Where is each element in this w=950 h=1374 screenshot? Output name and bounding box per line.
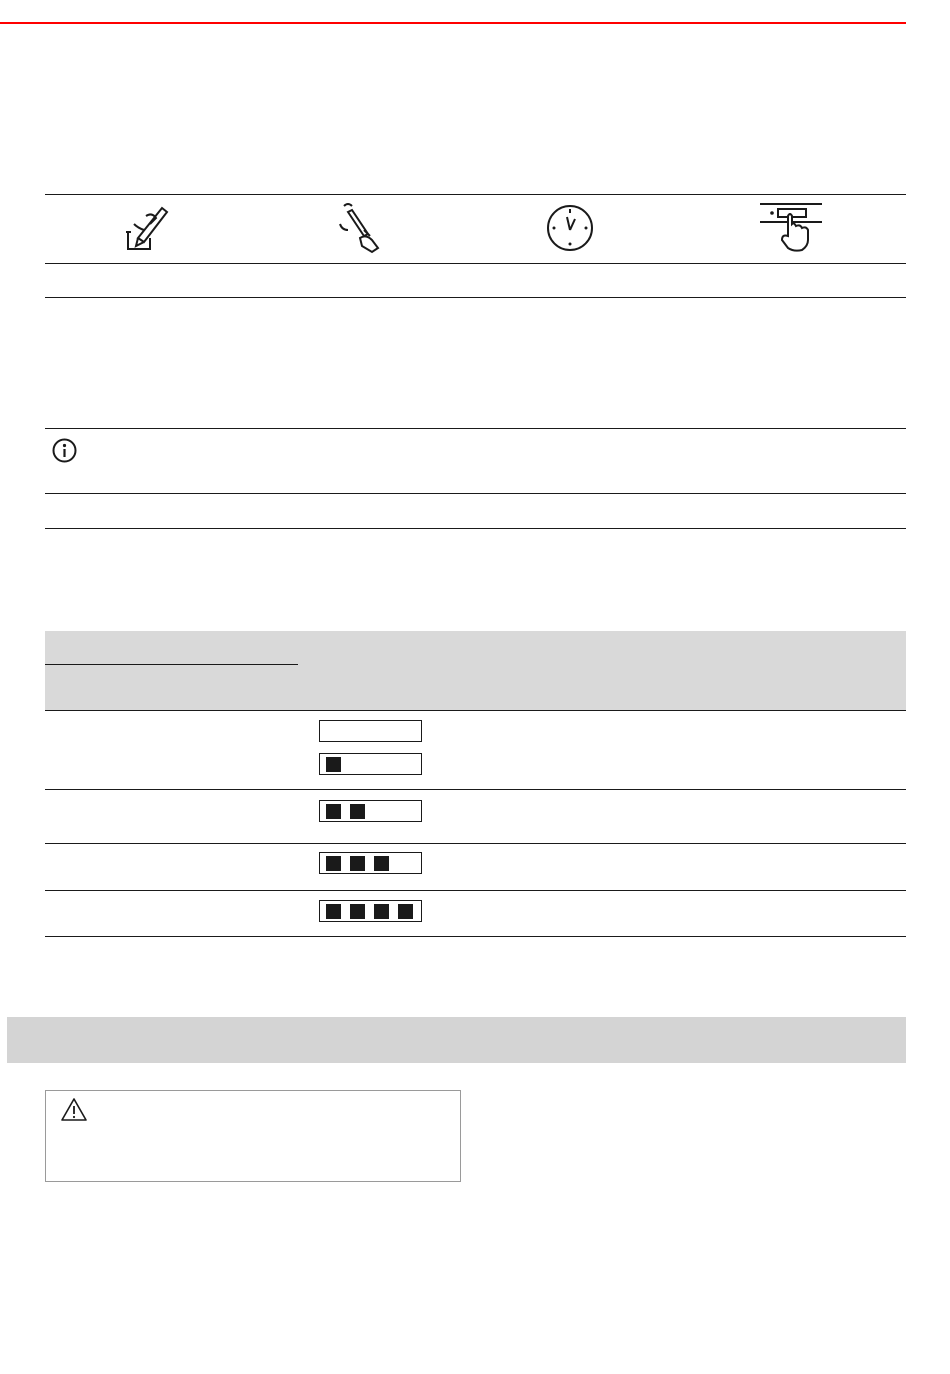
power-level-indicator-3 <box>319 852 422 874</box>
info-note-bottom-border <box>45 493 906 494</box>
indicator-segment <box>350 804 365 819</box>
power-level-indicator-empty <box>319 720 422 742</box>
info-note-extra-border <box>45 528 906 529</box>
info-note-top-border <box>45 428 906 429</box>
text-row-bottom-border <box>45 297 906 298</box>
indicator-segment <box>374 904 389 919</box>
power-level-indicator-1 <box>319 753 422 775</box>
top-red-rule <box>0 22 906 24</box>
warning-triangle-icon <box>60 1097 88 1122</box>
info-icon <box>52 438 77 463</box>
table-row-border <box>45 890 906 891</box>
sauce-pan-pen-icon <box>124 202 170 254</box>
clock-icon <box>546 204 594 252</box>
table-row-border <box>45 789 906 790</box>
table-header-background <box>45 631 906 711</box>
table-header-inner-rule <box>45 664 298 665</box>
indicator-segment <box>326 856 341 871</box>
indicator-segment <box>326 904 341 919</box>
indicator-segment <box>350 904 365 919</box>
icon-row-top-border <box>45 194 906 195</box>
indicator-segment <box>374 856 389 871</box>
hand-touch-control-icon <box>334 200 382 254</box>
power-level-indicator-2 <box>319 800 422 822</box>
icon-row-bottom-border <box>45 263 906 264</box>
finger-press-button-icon <box>758 202 824 254</box>
table-row-border <box>45 843 906 844</box>
table-header-bottom-border <box>45 710 906 711</box>
indicator-segment <box>326 757 341 772</box>
power-level-indicator-4 <box>319 900 422 922</box>
indicator-segment <box>398 904 413 919</box>
table-bottom-border <box>45 936 906 937</box>
indicator-segment <box>326 804 341 819</box>
indicator-segment <box>350 856 365 871</box>
section-heading-bar <box>7 1017 906 1063</box>
warning-box <box>45 1090 461 1182</box>
